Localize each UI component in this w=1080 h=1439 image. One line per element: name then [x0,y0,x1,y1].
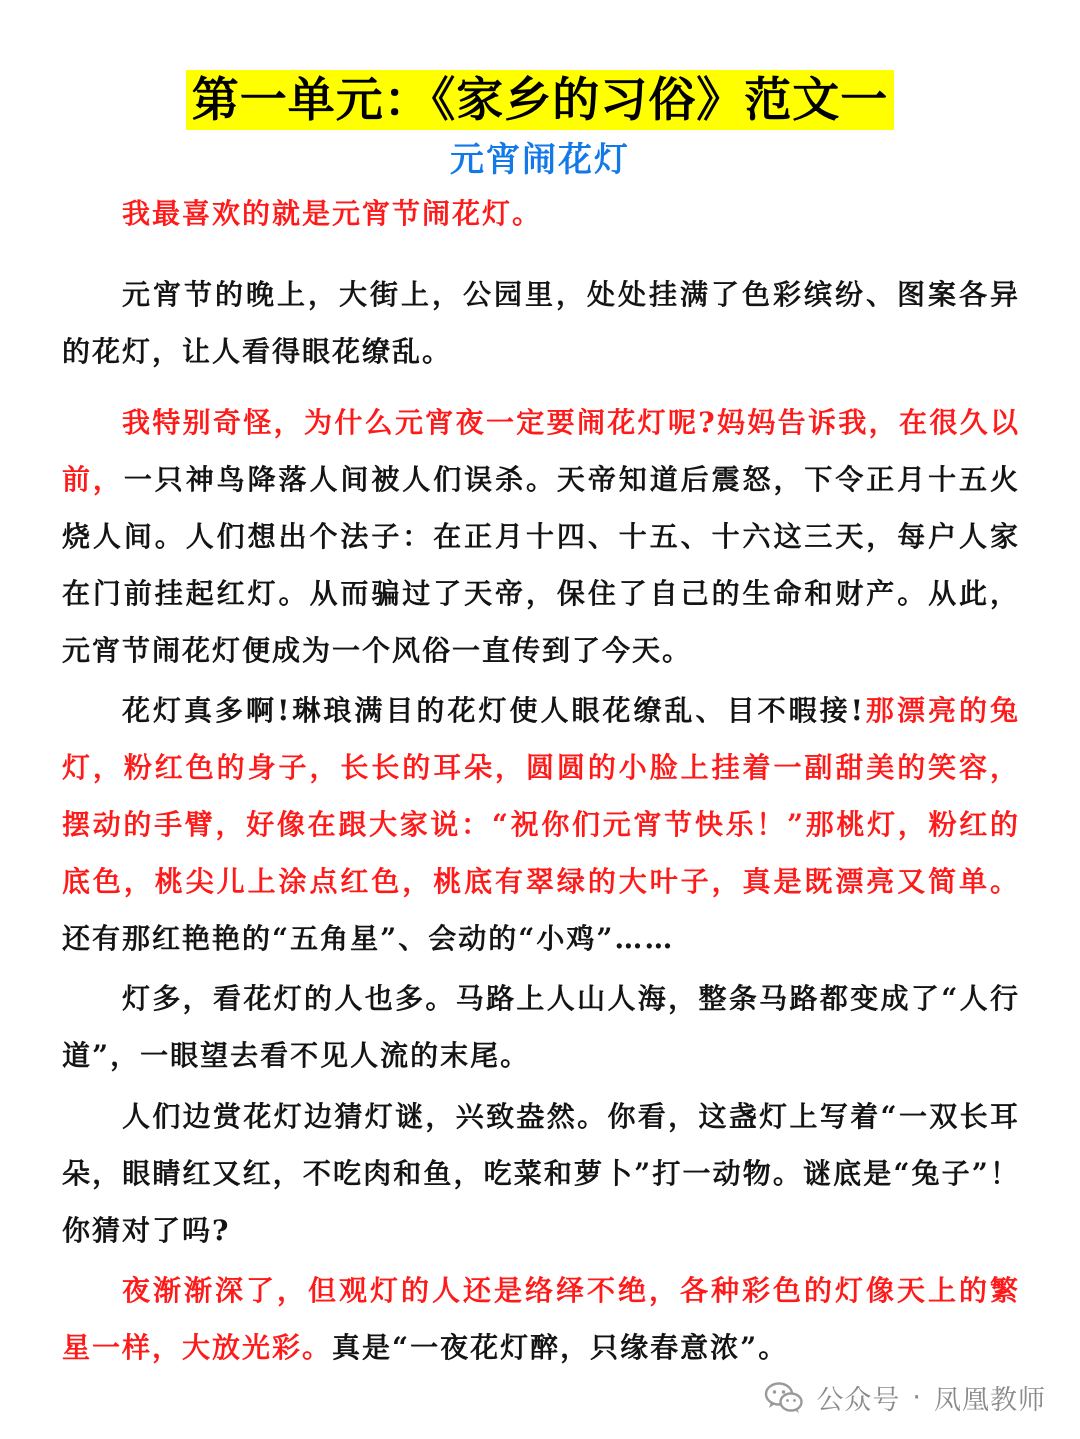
page-title: 第一单元：《家乡的习俗》范文一 [186,70,895,130]
paragraph-2 [62,267,1020,381]
paragraph-4-intro: 花灯真多啊!琳琅满目的花灯使人眼花缭乱、目不暇接! [122,694,865,728]
paragraph-6 [62,1089,1020,1259]
paragraph-4-red-text: 那漂亮的兔灯，粉红色的身子，长长的耳朵，圆圆的小脸上挂着一副甜美的笑容，摆动的手臂，好像在跟大家说：“祝你们元宵节快乐！”那桃灯，粉红的底色，桃尖儿上涂点红色，桃底有翠绿的大叶子，真是既漂亮又简单。 [62,694,1020,898]
footer-author: 凤凰教师 [934,1385,1046,1416]
footer-source: 公众号 [816,1385,901,1416]
paragraph-1-text: 我最喜欢的就是元宵节闹花灯。 [122,197,543,230]
watermark-footer [764,1378,1046,1417]
paragraph-6-text: 人们边赏花灯边猜灯谜，兴致盎然。你看，这盏灯上写着“一双长耳朵，眼睛红又红，不吃肉和鱼，吃菜和萝卜”打一动物。谜底是“兔子”！你猜对了吗? [62,1099,1020,1247]
paragraph-3 [62,395,1020,679]
paragraph-5-text: 灯多，看花灯的人也多。马路上人山人海，整条马路都变成了“人行道”，一眼望去看不见人流的末尾。 [62,982,1020,1073]
paragraph-7-text: 真是“一夜花灯醉，只缘春意浓”。 [332,1331,789,1365]
paragraph-5 [62,971,1020,1085]
essay-subtitle: 元宵闹花灯 [450,140,630,180]
essay-body [62,186,1020,1377]
title-wrapper [0,70,1080,130]
paragraph-4 [62,683,1020,967]
paragraph-4-outro: 还有那红艳艳的“五角星”、会动的“小鸡”…… [62,921,675,955]
paragraph-1 [62,186,1020,243]
footer-separator: · [912,1382,922,1413]
paragraph-7-red-text: 夜渐渐深了，但观灯的人还是络绎不绝，各种彩色的灯像天上的繁星一样，大放光彩。 [62,1274,1020,1365]
paragraph-2-text: 元宵节的晚上，大街上，公园里，处处挂满了色彩缤纷、图案各异的花灯，让人看得眼花缭乱。 [62,277,1020,368]
paragraph-7 [62,1263,1020,1377]
paragraph-3-red-text: 我特别奇怪，为什么元宵夜一定要闹花灯呢?妈妈告诉我，在很久以前， [62,406,1020,497]
paragraph-3-text: 一只神鸟降落人间被人们误杀。天帝知道后震怒，下令正月十五火烧人间。人们想出个法子：在正月十四、十五、十六这三天，每户人家在门前挂起红灯。从而骗过了天帝，保住了自己的生命和财产。从此，元宵节闹花灯便成为一个风俗一直传到了今天。 [62,463,1020,667]
wechat-icon [764,1381,804,1415]
